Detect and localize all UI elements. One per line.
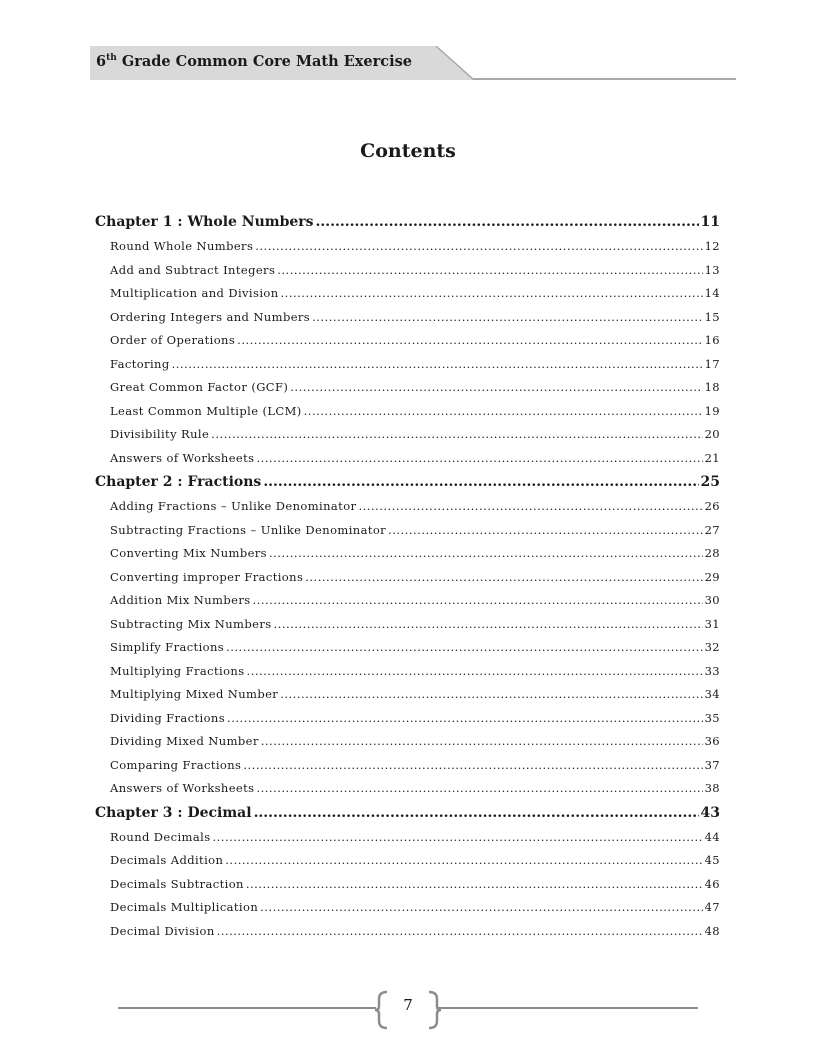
- toc-section-entry: [95, 754, 720, 778]
- toc-section-entry: [95, 423, 720, 447]
- toc-entry-label: Least Common Multiple (LCM): [110, 403, 302, 418]
- toc-dot-leader: [269, 542, 703, 566]
- toc-entry-page: 44: [704, 829, 720, 844]
- footer-rule-left: [118, 1007, 376, 1009]
- toc-entry-label: Comparing Fractions: [110, 757, 242, 772]
- toc-chapter-entry: [95, 801, 720, 826]
- header-title-number: 6: [96, 53, 107, 70]
- toc-entry-page: 28: [704, 546, 720, 560]
- toc-entry-page: 21: [704, 450, 720, 465]
- page-number: 7: [403, 996, 413, 1014]
- toc-entry-page: 47: [704, 900, 720, 914]
- toc-dot-leader: [253, 589, 703, 613]
- toc-entry-page: 25: [700, 474, 720, 490]
- toc-entry-label: Divisibility Rule: [110, 427, 210, 441]
- toc-dot-leader: [256, 777, 702, 801]
- toc-entry-label: Decimals Multiplication: [110, 900, 259, 914]
- toc-entry-label: Converting improper Fractions: [110, 569, 304, 584]
- toc-entry-page: 11: [700, 214, 720, 230]
- toc-section-entry: [95, 447, 720, 471]
- toc-section-entry: [95, 376, 720, 400]
- toc-entry-label: Addition Mix Numbers: [110, 593, 251, 607]
- toc-section-entry: [95, 849, 720, 873]
- toc-entry-page: 32: [704, 640, 720, 654]
- toc-entry-page: 18: [704, 380, 720, 394]
- toc-section-entry: [95, 282, 720, 306]
- toc-entry-label: Dividing Mixed Number: [110, 734, 259, 748]
- toc-entry-label: Converting Mix Numbers: [110, 546, 267, 560]
- toc-section-entry: [95, 777, 720, 801]
- toc-dot-leader: [246, 873, 703, 897]
- toc-entry-page: 19: [704, 403, 720, 418]
- toc-entry-page: 35: [704, 710, 720, 725]
- toc-section-entry: [95, 826, 720, 850]
- toc-dot-leader: [254, 801, 699, 826]
- toc-entry-page: 26: [704, 499, 720, 513]
- toc-dot-leader: [213, 826, 703, 850]
- toc-dot-leader: [305, 566, 702, 590]
- toc-entry-label: Decimals Addition: [110, 853, 224, 867]
- toc-entry-label: Chapter 3 : Decimal: [95, 804, 252, 821]
- toc-section-entry: [95, 519, 720, 543]
- toc-section-entry: [95, 329, 720, 353]
- toc-dot-leader: [388, 519, 702, 543]
- footer-rule-right: [438, 1007, 698, 1009]
- toc-dot-leader: [237, 329, 702, 353]
- toc-section-entry: [95, 235, 720, 259]
- header-title-superscript: th: [106, 53, 117, 63]
- toc-entry-page: 20: [704, 427, 720, 441]
- toc-dot-leader: [280, 683, 702, 707]
- toc-dot-leader: [260, 896, 702, 920]
- toc-entry-label: Round Whole Numbers: [110, 239, 254, 253]
- toc-section-entry: [95, 636, 720, 660]
- toc-entry-page: 14: [704, 286, 720, 300]
- toc-chapter-entry: [95, 470, 720, 495]
- toc-entry-label: Subtracting Mix Numbers: [110, 616, 272, 631]
- toc-dot-leader: [277, 259, 702, 283]
- toc-dot-leader: [225, 849, 702, 873]
- toc-entry-label: Round Decimals: [110, 829, 211, 844]
- header-tab: [90, 46, 474, 80]
- toc-dot-leader: [226, 636, 702, 660]
- toc-dot-leader: [358, 495, 702, 519]
- table-of-contents: [95, 210, 720, 943]
- toc-entry-page: 15: [704, 309, 720, 324]
- toc-entry-label: Adding Fractions – Unlike Denominator: [110, 499, 357, 513]
- toc-dot-leader: [256, 447, 702, 471]
- toc-section-entry: [95, 589, 720, 613]
- header-title-text: Grade Common Core Math Exercise: [116, 53, 412, 70]
- toc-chapter-entry: [95, 210, 720, 235]
- toc-entry-page: 16: [704, 333, 720, 347]
- toc-entry-page: 17: [704, 356, 720, 371]
- toc-section-entry: [95, 259, 720, 283]
- toc-dot-leader: [304, 400, 703, 424]
- toc-entry-label: Factoring: [110, 356, 170, 371]
- toc-entry-page: 27: [704, 522, 720, 537]
- toc-entry-label: Decimal Division: [110, 923, 215, 938]
- toc-entry-page: 48: [704, 923, 720, 938]
- toc-dot-leader: [255, 235, 702, 259]
- toc-entry-page: 12: [704, 239, 720, 253]
- toc-dot-leader: [290, 376, 702, 400]
- toc-section-entry: [95, 306, 720, 330]
- footer-right-brace-icon: [426, 990, 442, 1030]
- toc-entry-page: 29: [704, 569, 720, 584]
- toc-entry-label: Order of Operations: [110, 333, 236, 347]
- toc-section-entry: [95, 707, 720, 731]
- toc-dot-leader: [217, 920, 703, 944]
- toc-entry-label: Add and Subtract Integers: [110, 262, 276, 277]
- toc-entry-page: 37: [704, 757, 720, 772]
- toc-entry-page: 13: [704, 262, 720, 277]
- toc-dot-leader: [211, 423, 702, 447]
- toc-dot-leader: [227, 707, 703, 731]
- toc-section-entry: [95, 613, 720, 637]
- toc-entry-page: 36: [704, 734, 720, 748]
- toc-dot-leader: [172, 353, 703, 377]
- toc-entry-label: Multiplication and Division: [110, 286, 279, 300]
- toc-entry-page: 45: [704, 853, 720, 867]
- toc-entry-page: 43: [700, 804, 720, 821]
- toc-dot-leader: [263, 470, 698, 495]
- toc-entry-label: Chapter 2 : Fractions: [95, 474, 262, 490]
- toc-entry-page: 38: [704, 781, 720, 795]
- toc-section-entry: [95, 896, 720, 920]
- toc-entry-label: Dividing Fractions: [110, 710, 226, 725]
- toc-entry-page: 33: [704, 663, 720, 678]
- toc-dot-leader: [261, 730, 703, 754]
- toc-entry-page: 31: [704, 616, 720, 631]
- toc-dot-leader: [247, 660, 703, 684]
- toc-section-entry: [95, 660, 720, 684]
- toc-dot-leader: [274, 613, 703, 637]
- toc-section-entry: [95, 495, 720, 519]
- toc-dot-leader: [312, 306, 702, 330]
- toc-entry-label: Answers of Worksheets: [110, 781, 255, 795]
- toc-section-entry: [95, 683, 720, 707]
- toc-section-entry: [95, 400, 720, 424]
- toc-section-entry: [95, 920, 720, 944]
- toc-entry-label: Multiplying Mixed Number: [110, 687, 279, 701]
- toc-entry-label: Subtracting Fractions – Unlike Denominator: [110, 522, 387, 537]
- toc-dot-leader: [243, 754, 702, 778]
- toc-entry-label: Great Common Factor (GCF): [110, 380, 289, 394]
- toc-entry-page: 46: [704, 876, 720, 891]
- toc-entry-label: Multiplying Fractions: [110, 663, 245, 678]
- toc-entry-page: 34: [704, 687, 720, 701]
- toc-section-entry: [95, 730, 720, 754]
- toc-dot-leader: [316, 210, 699, 235]
- toc-section-entry: [95, 566, 720, 590]
- toc-entry-label: Answers of Worksheets: [110, 450, 255, 465]
- toc-dot-leader: [281, 282, 703, 306]
- toc-section-entry: [95, 542, 720, 566]
- toc-entry-label: Ordering Integers and Numbers: [110, 309, 311, 324]
- toc-entry-label: Chapter 1 : Whole Numbers: [95, 214, 314, 230]
- header-title: [96, 53, 412, 70]
- page-title: Contents: [360, 140, 456, 162]
- toc-section-entry: [95, 353, 720, 377]
- toc-entry-label: Decimals Subtraction: [110, 876, 244, 891]
- toc-section-entry: [95, 873, 720, 897]
- toc-entry-label: Simplify Fractions: [110, 640, 225, 654]
- toc-entry-page: 30: [704, 593, 720, 607]
